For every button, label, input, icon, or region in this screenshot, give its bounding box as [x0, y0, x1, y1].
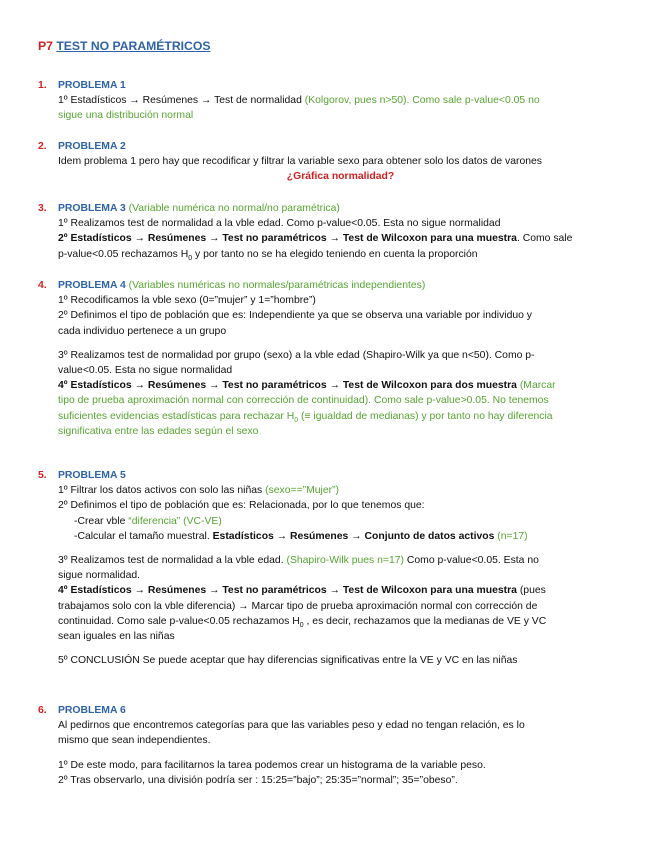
section-problema-6 [38, 703, 623, 788]
text-line: 4º Estadísticos → Resúmenes → Test no paramétricos → Test de Wilcoxon para una muestra (pues [58, 585, 546, 597]
section-note: (Variables numéricas no normales/paramétricas independientes) [125, 280, 426, 291]
section-heading: PROBLEMA 6 [58, 705, 126, 716]
text-line: 1º Recodificamos la vble sexo (0=”mujer” y 1=”hombre”) [58, 295, 316, 307]
arrow-icon: → [134, 585, 145, 597]
text-line: sigue normalidad. [58, 570, 141, 582]
section-number: 5. [38, 470, 47, 481]
arrow-icon: → [238, 600, 249, 612]
text-line: -Crear vble “diferencia” (VC-VE) [74, 515, 222, 527]
arrow-icon: → [351, 530, 362, 542]
arrow-icon: → [209, 233, 220, 245]
text-line: 2º Definimos el tipo de población que es: Independiente ya que se observa una variable por individuo y [58, 310, 532, 322]
text-line: 1º De este modo, para facilitarnos la tarea podemos crear un histograma de la variable peso. [58, 759, 486, 771]
section-number: 3. [38, 203, 47, 214]
text-line: 2º Estadísticos → Resúmenes → Test no paramétricos → Test de Wilcoxon para una muestra. Como sale [58, 233, 573, 245]
text-line: suficientes evidencias estadísticas para rechazar $H_0$ (≡ igualdad de medianas) y por tanto no hay diferencia [58, 410, 553, 424]
section-problema-3 [38, 201, 623, 262]
arrow-icon: → [134, 233, 145, 245]
section-note: (Variable numérica no normal/no paramétrica) [125, 203, 340, 214]
text-line: 2º Tras observarlo, una división podría ser : 15:25=”bajo”; 25:35=”normal”; 35=”obeso”. [58, 774, 458, 786]
text-line: mismo que sean independientes. [58, 735, 211, 747]
section-heading: PROBLEMA 5 [58, 470, 126, 481]
text-line: -Calcular el tamaño muestral. Estadísticos → Resúmenes → Conjunto de datos activos (n=17) [74, 530, 528, 542]
section-number: 4. [38, 280, 47, 291]
text-line: 1º Realizamos test de normalidad a la vble edad. Como p-value<0.05. Esta no sigue normalidad [58, 218, 501, 230]
text-line: 1º Filtrar los datos activos con solo las niñas (sexo==”Mujer”) [58, 485, 340, 497]
arrow-icon: → [209, 380, 220, 392]
text-line: continuidad. Como sale p-value<0.05 rechazamos $H_0$ , es decir, rechazamos que la medianas de VE y VC [58, 615, 547, 629]
arrow-icon: → [209, 585, 220, 597]
arrow-icon: → [329, 380, 340, 392]
section-problema-4 [38, 278, 623, 439]
arrow-icon: → [129, 95, 140, 107]
text-line: cada individuo pertenece a un grupo [58, 325, 227, 337]
text-line: 3º Realizamos test de normalidad a la vble edad. (Shapiro-Wilk pues n=17) Como p-value<0.05. Esta no [58, 555, 539, 567]
page-title [38, 39, 210, 54]
text-line: sean iguales en las niñas [58, 631, 175, 643]
section-heading: PROBLEMA 4 [58, 280, 126, 291]
text-line: Al pedirnos que encontremos categorías para que las variables peso y edad no tengan relación, es lo [58, 720, 525, 732]
arrow-icon: → [276, 530, 288, 542]
text-line: 2º Definimos el tipo de población que es: Relacionada, por lo que tenemos que: [58, 500, 425, 512]
section-number: 2. [38, 141, 47, 152]
section-heading: PROBLEMA 2 [58, 141, 126, 152]
section-number: 6. [38, 705, 47, 716]
section-problema-5 [38, 468, 623, 668]
text-line: sigue una distribución normal [58, 110, 194, 122]
text-line: Idem problema 1 pero hay que recodificar y filtrar la variable sexo para obtener solo los datos de varones [58, 156, 543, 168]
text-line: 3º Realizamos test de normalidad por grupo (sexo) a la vble edad (Shapiro-Wilk ya que n<50). Como p- [58, 349, 535, 361]
section-heading: PROBLEMA 1 [58, 80, 126, 91]
arrow-icon: → [329, 585, 340, 597]
text-line: trabajamos solo con la vble diferencia) → Marcar tipo de prueba aproximación normal con corrección de [58, 600, 538, 612]
conclusion-line: 5º CONCLUSIÓN Se puede aceptar que hay diferencias significativas entre la VE y VC en las niñas [58, 655, 518, 667]
section-number: 1. [38, 80, 47, 91]
section-heading: PROBLEMA 3 [58, 203, 126, 214]
arrow-icon: → [134, 380, 145, 392]
section-problema-1 [38, 78, 623, 124]
highlight-question: ¿Gráfica normalidad? [286, 171, 395, 183]
text-line: value<0.05. Esta no sigue normalidad [58, 365, 233, 377]
title-prefix: P7 [38, 39, 53, 53]
text-line: 1º Estadísticos → Resúmenes → Test de normalidad (Kolgorov, pues n>50). Como sale p-value<0.05 no [58, 95, 540, 107]
title-text: TEST NO PARAMÉTRICOS [56, 39, 211, 53]
text-line: significativa entre las edades según el sexo [58, 425, 259, 437]
arrow-icon: → [200, 95, 212, 107]
text-line: 4º Estadísticos → Resúmenes → Test no paramétricos → Test de Wilcoxon para dos muestra (Marcar [58, 380, 556, 392]
arrow-icon: → [329, 233, 340, 245]
section-problema-2 [38, 139, 623, 185]
text-line: tipo de prueba aproximación normal con corrección de continuidad). Como sale p-value>0.05. No tenemos [58, 395, 549, 407]
text-line: p-value<0.05 rechazamos $H_0$ y por tanto no se ha elegido teniendo en cuenta la proporción [58, 248, 478, 262]
